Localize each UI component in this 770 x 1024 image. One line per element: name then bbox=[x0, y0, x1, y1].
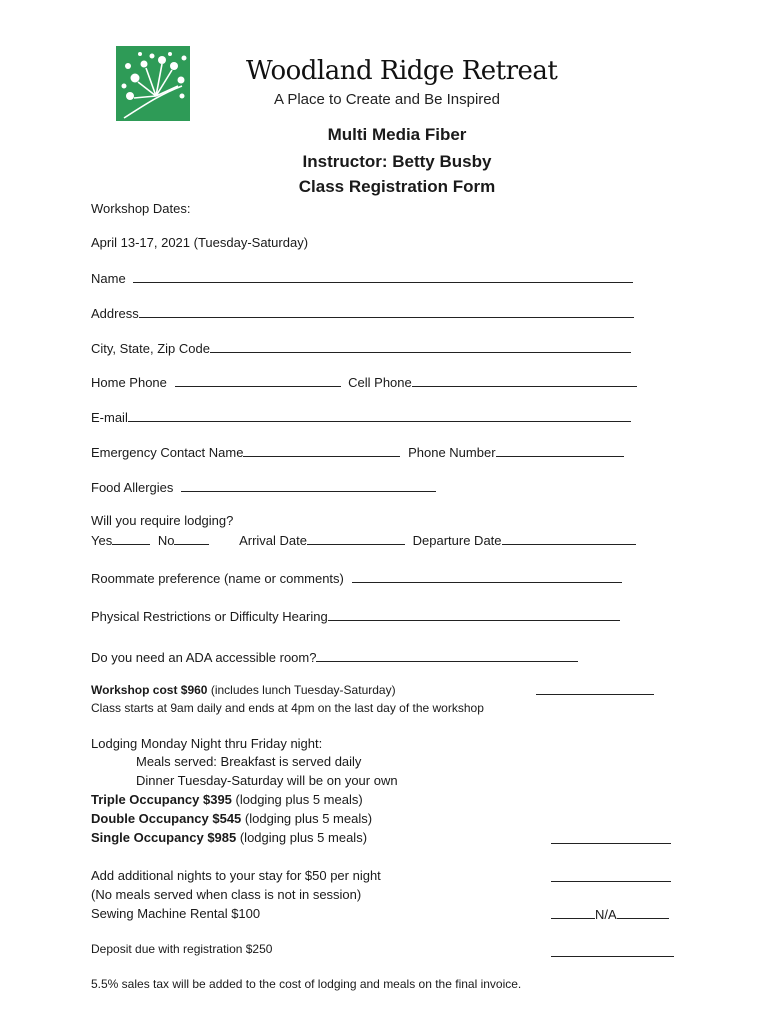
arrival-date-label: Arrival Date bbox=[239, 533, 308, 548]
roommate-field[interactable] bbox=[352, 570, 622, 583]
dandelion-seedhead-icon bbox=[116, 46, 190, 121]
restrictions-field[interactable] bbox=[328, 608, 620, 621]
address-label: Address bbox=[91, 306, 139, 321]
email-row bbox=[91, 409, 631, 425]
cell-phone-label: Cell Phone bbox=[348, 375, 412, 390]
arrival-date-field[interactable] bbox=[307, 532, 405, 545]
no-label: No bbox=[157, 533, 175, 548]
roommate-row bbox=[91, 570, 622, 586]
emergency-row bbox=[91, 444, 624, 460]
add-nights-field-wrap bbox=[551, 869, 671, 885]
meals-dinner: Dinner Tuesday-Saturday will be on your own bbox=[136, 773, 398, 788]
ada-row bbox=[91, 649, 578, 665]
email-label: E-mail bbox=[91, 410, 128, 425]
deposit: Deposit due with registration $250 bbox=[91, 942, 273, 956]
sewing-value: N/A bbox=[595, 907, 617, 922]
sewing-field-row bbox=[551, 906, 669, 922]
sewing-field-left[interactable] bbox=[551, 906, 595, 919]
lodging-cost-field-wrap bbox=[551, 831, 671, 847]
food-allergies-label: Food Allergies bbox=[91, 480, 174, 495]
instructor-name: Instructor: Betty Busby bbox=[302, 152, 492, 171]
workshop-cost-amount: Workshop cost $960 bbox=[91, 683, 208, 697]
meals-breakfast: Meals served: Breakfast is served daily bbox=[136, 754, 362, 769]
sewing-machine-rental: Sewing Machine Rental $100 bbox=[91, 906, 261, 921]
yes-field[interactable] bbox=[112, 532, 150, 545]
lodging-question: Will you require lodging? bbox=[91, 513, 234, 528]
city-state-zip-field[interactable] bbox=[210, 340, 631, 353]
double-occupancy bbox=[91, 811, 372, 826]
triple-occupancy-note: (lodging plus 5 meals) bbox=[231, 792, 363, 807]
workshop-cost-field[interactable] bbox=[536, 682, 654, 695]
no-meals-note: (No meals served when class is not in session) bbox=[91, 887, 362, 902]
add-nights-field[interactable] bbox=[551, 869, 671, 882]
single-occupancy bbox=[91, 830, 367, 845]
home-phone-label: Home Phone bbox=[91, 375, 167, 390]
course-title: Multi Media Fiber bbox=[327, 125, 467, 144]
lodging-intro: Lodging Monday Night thru Friday night: bbox=[91, 736, 323, 751]
triple-occupancy bbox=[91, 792, 363, 807]
email-field[interactable] bbox=[128, 409, 631, 422]
lodging-cost-field[interactable] bbox=[551, 831, 671, 844]
emergency-contact-label: Emergency Contact Name bbox=[91, 445, 244, 460]
phone-row bbox=[91, 374, 637, 390]
add-nights: Add additional nights to your stay for $50 per night bbox=[91, 868, 381, 883]
name-row bbox=[91, 270, 633, 286]
ada-field[interactable] bbox=[316, 649, 578, 662]
lodging-row bbox=[91, 532, 636, 548]
city-label: City, State, Zip Code bbox=[91, 341, 210, 356]
form-title: Class Registration Form bbox=[298, 177, 496, 196]
workshop-cost-field-wrap bbox=[536, 682, 654, 698]
deposit-field[interactable] bbox=[551, 944, 674, 957]
address-row bbox=[91, 305, 634, 321]
restrictions-label: Physical Restrictions or Difficulty Hearing bbox=[91, 609, 328, 624]
yes-label: Yes bbox=[91, 533, 113, 548]
emergency-contact-field[interactable] bbox=[243, 444, 400, 457]
no-field[interactable] bbox=[174, 532, 209, 545]
org-name: Woodland Ridge Retreat bbox=[246, 56, 558, 86]
restrictions-row bbox=[91, 608, 620, 624]
city-row bbox=[91, 340, 631, 356]
allergies-row bbox=[91, 479, 436, 495]
tagline: A Place to Create and Be Inspired bbox=[274, 91, 500, 108]
food-allergies-field[interactable] bbox=[181, 479, 436, 492]
departure-date-label: Departure Date bbox=[412, 533, 502, 548]
deposit-field-wrap bbox=[551, 944, 674, 960]
workshop-dates-label: Workshop Dates: bbox=[91, 201, 191, 216]
workshop-dates-value: April 13-17, 2021 (Tuesday-Saturday) bbox=[91, 235, 309, 250]
single-occupancy-price: Single Occupancy $985 bbox=[91, 830, 237, 845]
workshop-cost bbox=[91, 683, 396, 697]
class-hours: Class starts at 9am daily and ends at 4pm on the last day of the workshop bbox=[91, 701, 484, 715]
phone-number-label: Phone Number bbox=[408, 445, 496, 460]
workshop-cost-note: (includes lunch Tuesday-Saturday) bbox=[207, 683, 396, 697]
phone-number-field[interactable] bbox=[496, 444, 624, 457]
sewing-field-right[interactable] bbox=[617, 906, 669, 919]
double-occupancy-note: (lodging plus 5 meals) bbox=[241, 811, 373, 826]
cell-phone-field[interactable] bbox=[412, 374, 637, 387]
name-label: Name bbox=[91, 271, 126, 286]
double-occupancy-price: Double Occupancy $545 bbox=[91, 811, 242, 826]
name-field[interactable] bbox=[133, 270, 633, 283]
departure-date-field[interactable] bbox=[502, 532, 636, 545]
address-field[interactable] bbox=[139, 305, 634, 318]
ada-label: Do you need an ADA accessible room? bbox=[91, 650, 317, 665]
logo bbox=[116, 46, 190, 121]
triple-occupancy-price: Triple Occupancy $395 bbox=[91, 792, 232, 807]
home-phone-field[interactable] bbox=[175, 374, 341, 387]
single-occupancy-note: (lodging plus 5 meals) bbox=[236, 830, 368, 845]
roommate-label: Roommate preference (name or comments) bbox=[91, 571, 344, 586]
tax-note: 5.5% sales tax will be added to the cost of lodging and meals on the final invoice. bbox=[91, 977, 522, 991]
